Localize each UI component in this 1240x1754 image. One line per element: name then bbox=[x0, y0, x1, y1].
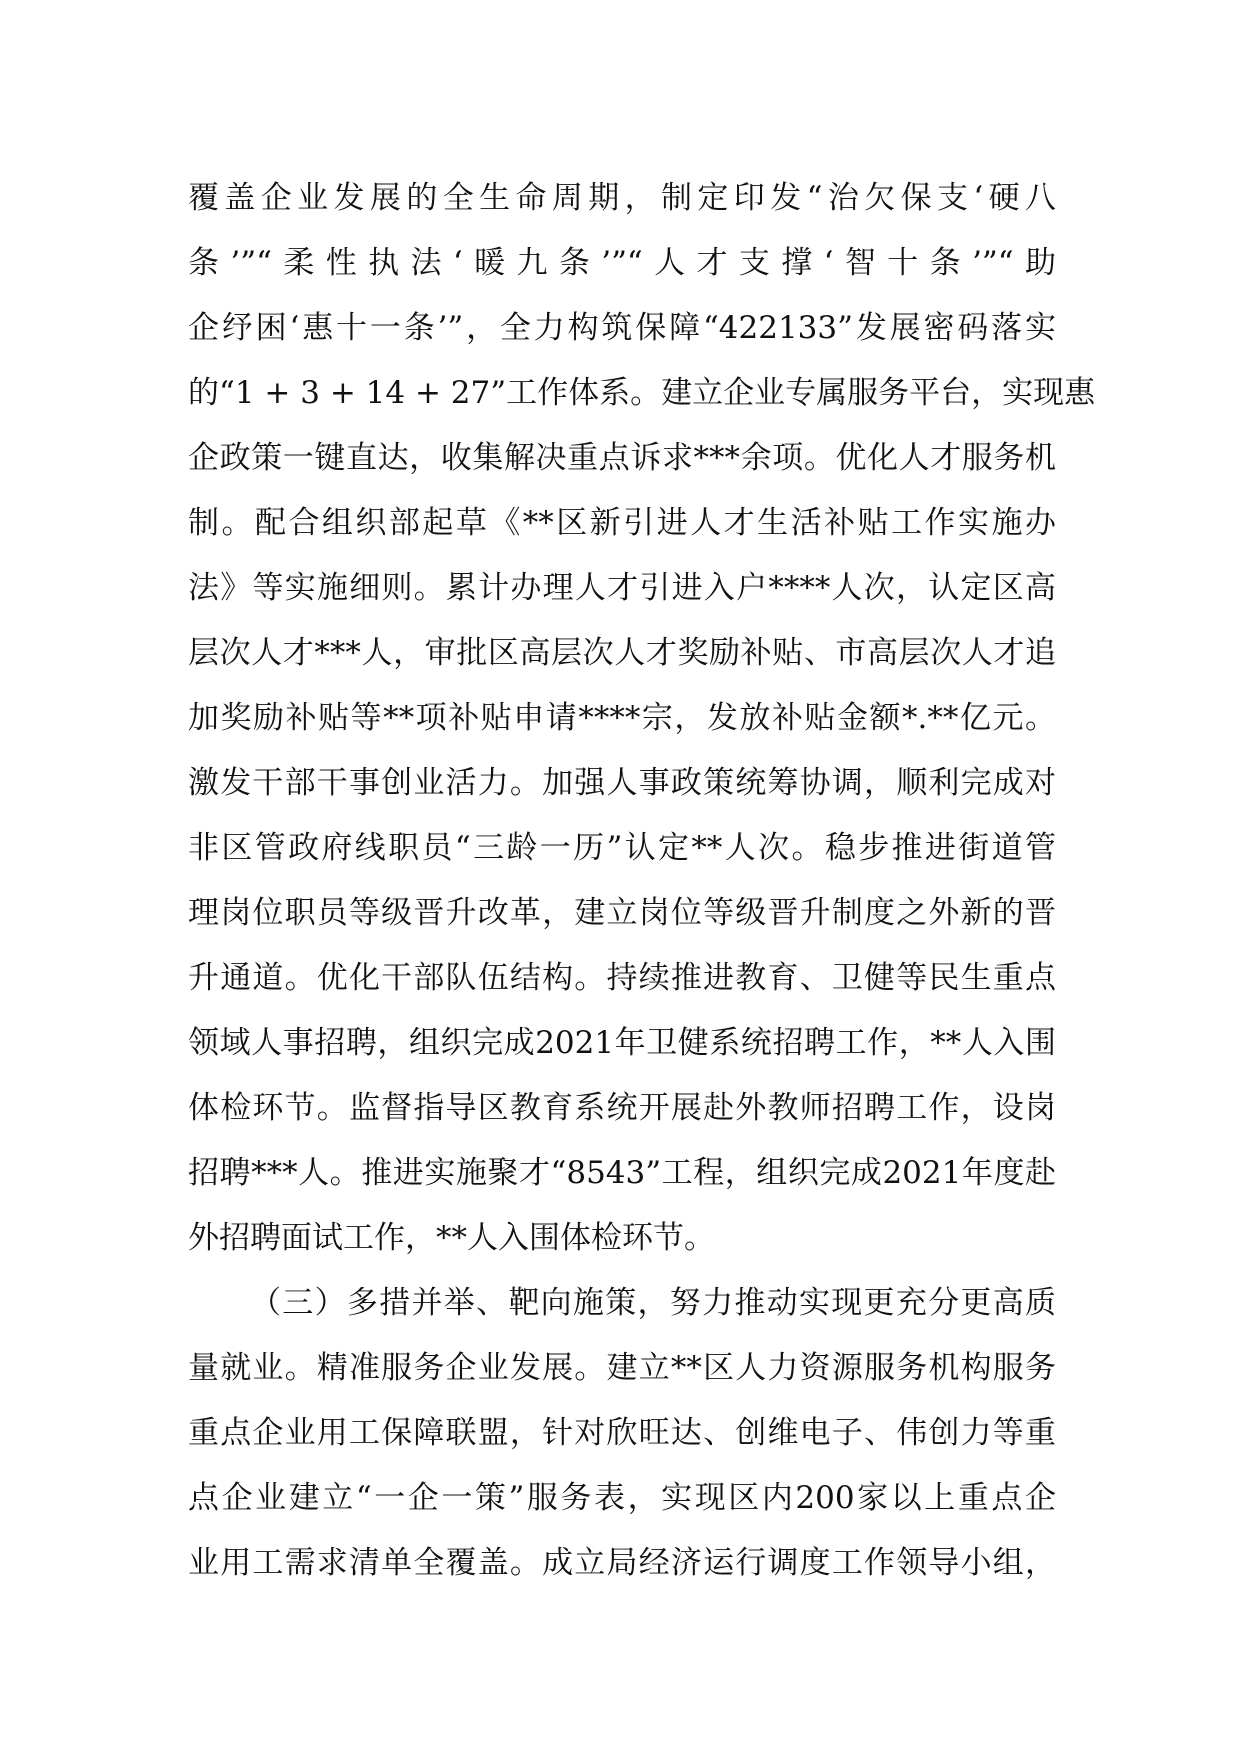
text-line: 理岗位职员等级晋升改革，建立岗位等级晋升制度之外新的晋 bbox=[188, 895, 1056, 931]
text-line: 企纾困‘惠十一条’”，全力构筑保障“422133”发展密码落实 bbox=[188, 310, 1056, 346]
text-line: 加奖励补贴等**项补贴申请****宗，发放补贴金额*.**亿元。 bbox=[188, 700, 1056, 736]
text-line: 点企业建立“一企一策”服务表，实现区内200家以上重点企 bbox=[188, 1480, 1056, 1516]
text-line: 体检环节。监督指导区教育系统开展赴外教师招聘工作，设岗 bbox=[188, 1090, 1056, 1126]
text-line: 业用工需求清单全覆盖。成立局经济运行调度工作领导小组， bbox=[188, 1545, 1056, 1581]
text-line: 企政策一键直达，收集解决重点诉求***余项。优化人才服务机 bbox=[188, 440, 1056, 476]
text-line: 制。配合组织部起草《**区新引进人才生活补贴工作实施办 bbox=[188, 505, 1056, 541]
text-line: 的“1 + 3 + 14 + 27”工作体系。建立企业专属服务平台，实现惠 bbox=[188, 375, 1096, 411]
text-line: 法》等实施细则。累计办理人才引进入户****人次，认定区高 bbox=[188, 570, 1056, 606]
text-line: 条’”“柔性执法‘暖九条’”“人才支撑‘智十条’”“助 bbox=[188, 245, 1056, 281]
body-text bbox=[188, 166, 1096, 1596]
text-line: 量就业。精准服务企业发展。建立**区人力资源服务机构服务 bbox=[188, 1350, 1056, 1386]
text-line: 激发干部干事创业活力。加强人事政策统筹协调，顺利完成对 bbox=[188, 765, 1056, 801]
text-line: 重点企业用工保障联盟，针对欣旺达、创维电子、伟创力等重 bbox=[188, 1415, 1056, 1451]
text-line: 覆盖企业发展的全生命周期，制定印发“治欠保支‘硬八 bbox=[188, 180, 1056, 216]
text-line: 招聘***人。推进实施聚才“8543”工程，组织完成2021年度赴 bbox=[188, 1155, 1056, 1191]
text-line: 升通道。优化干部队伍结构。持续推进教育、卫健等民生重点 bbox=[188, 960, 1056, 996]
text-line: 外招聘面试工作，**人入围体检环节。 bbox=[188, 1220, 715, 1256]
text-line: 非区管政府线职员“三龄一历”认定**人次。稳步推进街道管 bbox=[188, 830, 1056, 866]
section-heading-line: （三）多措并举、靶向施策，努力推动实现更充分更高质 bbox=[250, 1285, 1056, 1321]
text-line: 领域人事招聘，组织完成2021年卫健系统招聘工作，**人入围 bbox=[188, 1025, 1056, 1061]
text-line: 层次人才***人，审批区高层次人才奖励补贴、市高层次人才追 bbox=[188, 635, 1056, 671]
